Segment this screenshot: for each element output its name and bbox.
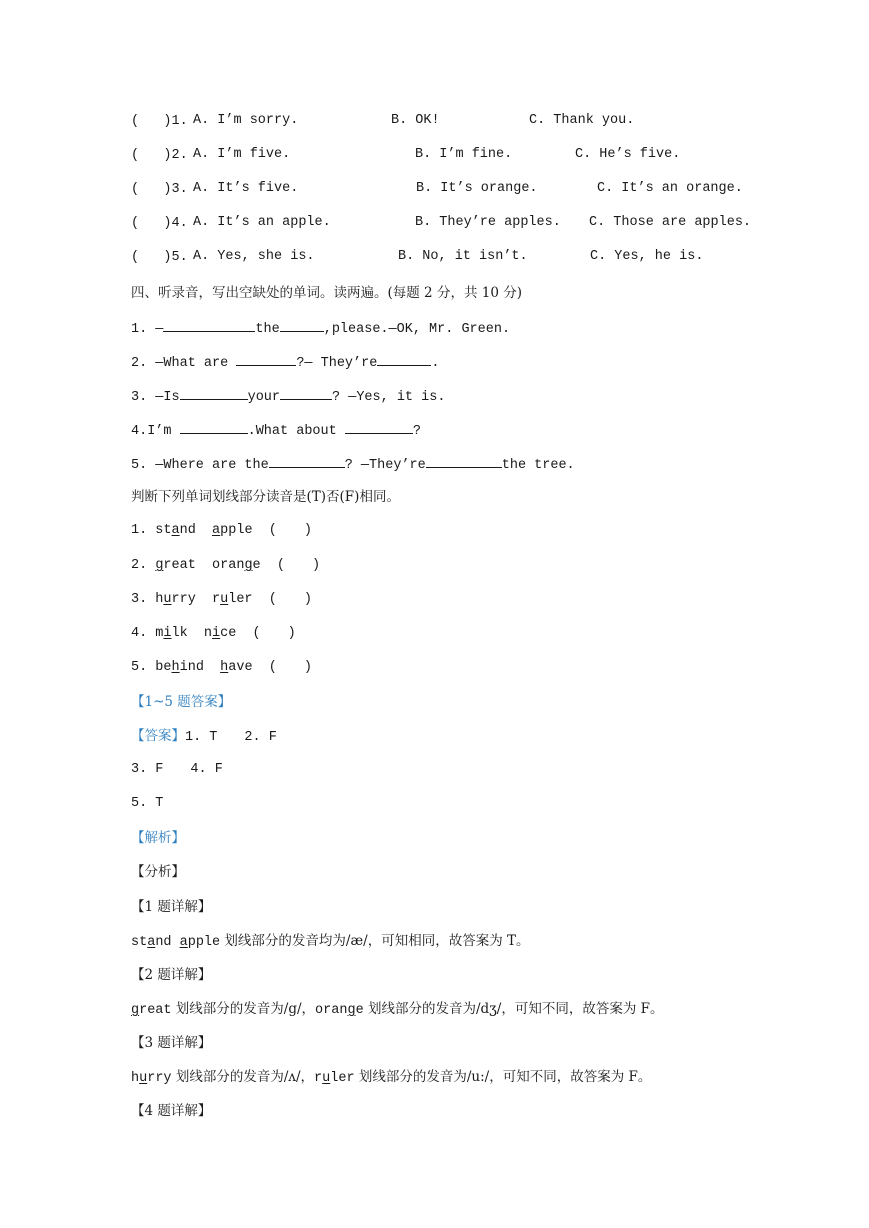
detail-1-text: stand apple 划线部分的发音均为/æ/，可知相同，故答案为 T。 <box>131 933 530 950</box>
answer-paren: ( )5. <box>131 250 188 265</box>
phonics-item-4: 4. milk nice ( ) <box>131 626 296 641</box>
fill-question-1: 1. — the ,please.—OK, Mr. Green. <box>131 318 510 339</box>
fill-question-4: 4.I’m .What about ? <box>131 420 421 441</box>
answer-blank[interactable] <box>269 454 345 468</box>
detail-4-title: 【4 题详解】 <box>131 1103 212 1119</box>
option-b: B. They’re apples. <box>415 215 561 230</box>
option-c: C. Thank you. <box>529 113 635 128</box>
detail-1-title: 【1 题详解】 <box>131 899 212 915</box>
answer-row-1: 【答案】1. T 2. F <box>131 728 277 745</box>
answer-paren: ( )3. <box>131 182 188 197</box>
phonics-item-2: 2. great orange ( ) <box>131 558 321 573</box>
answer-paren: ( )4. <box>131 216 188 231</box>
option-c: C. He’s five. <box>575 147 681 162</box>
option-a: A. It’s five. <box>193 181 299 196</box>
option-b: B. I’m fine. <box>415 147 513 162</box>
answer-blank[interactable] <box>377 352 431 366</box>
option-b: B. It’s orange. <box>416 181 538 196</box>
option-c: C. It’s an orange. <box>597 181 743 196</box>
detail-3-title: 【3 题详解】 <box>131 1035 212 1051</box>
answer-blank[interactable] <box>345 420 413 434</box>
answer-paren[interactable]: ( ) <box>268 660 312 675</box>
analysis-label: 【解析】 <box>131 830 185 846</box>
option-c: C. Those are apples. <box>589 215 752 230</box>
fill-question-2: 2. —What are ?— They’re . <box>131 352 439 373</box>
answer-blank[interactable] <box>180 386 248 400</box>
answer-paren[interactable]: ( ) <box>276 558 321 573</box>
phonics-item-3: 3. hurry ruler ( ) <box>131 592 312 607</box>
option-a: A. I’m five. <box>193 147 291 162</box>
section-heading: 四、听录音，写出空缺处的单词。读两遍。(每题 2 分，共 10 分) <box>131 285 522 301</box>
answer-blank[interactable] <box>280 318 324 332</box>
answer-row-3: 5. T <box>131 796 164 811</box>
fill-question-3: 3. —Is your ? —Yes, it is. <box>131 386 445 407</box>
answer-blank[interactable] <box>236 352 296 366</box>
answer-blank[interactable] <box>180 420 248 434</box>
detail-2-title: 【2 题详解】 <box>131 967 212 983</box>
answer-paren[interactable]: ( ) <box>268 592 312 607</box>
answer-blank[interactable] <box>280 386 332 400</box>
answer-blank[interactable] <box>426 454 502 468</box>
option-a: A. It’s an apple. <box>193 215 331 230</box>
detail-3-text: hurry 划线部分的发音为/ʌ/，ruler 划线部分的发音为/u:/，可知不同，故答案为 F。 <box>131 1069 652 1086</box>
answer-paren[interactable]: ( ) <box>268 523 312 538</box>
option-b: B. No, it isn’t. <box>398 249 528 264</box>
answer-paren[interactable]: ( ) <box>252 626 296 641</box>
option-a: A. Yes, she is. <box>193 249 315 264</box>
option-a: A. I’m sorry. <box>193 113 299 128</box>
answer-paren: ( )1. <box>131 114 188 129</box>
answer-blank[interactable] <box>163 318 255 332</box>
phonics-heading: 判断下列单词划线部分读音是(T)否(F)相同。 <box>131 489 400 505</box>
option-c: C. Yes, he is. <box>590 249 704 264</box>
analysis-sub-label: 【分析】 <box>131 864 185 880</box>
fill-question-5: 5. —Where are the ? —They’re the tree. <box>131 454 575 475</box>
phonics-item-1: 1. stand apple ( ) <box>131 523 312 538</box>
answer-paren: ( )2. <box>131 148 188 163</box>
answer-row-2: 3. F 4. F <box>131 762 223 777</box>
option-b: B. OK! <box>391 113 440 128</box>
phonics-item-5: 5. behind have ( ) <box>131 660 312 675</box>
detail-2-text: great 划线部分的发音为/g/，orange 划线部分的发音为/dʒ/，可知不同，故答案为 F。 <box>131 1001 664 1018</box>
answer-range-label: 【1~5 题答案】 <box>131 694 232 710</box>
